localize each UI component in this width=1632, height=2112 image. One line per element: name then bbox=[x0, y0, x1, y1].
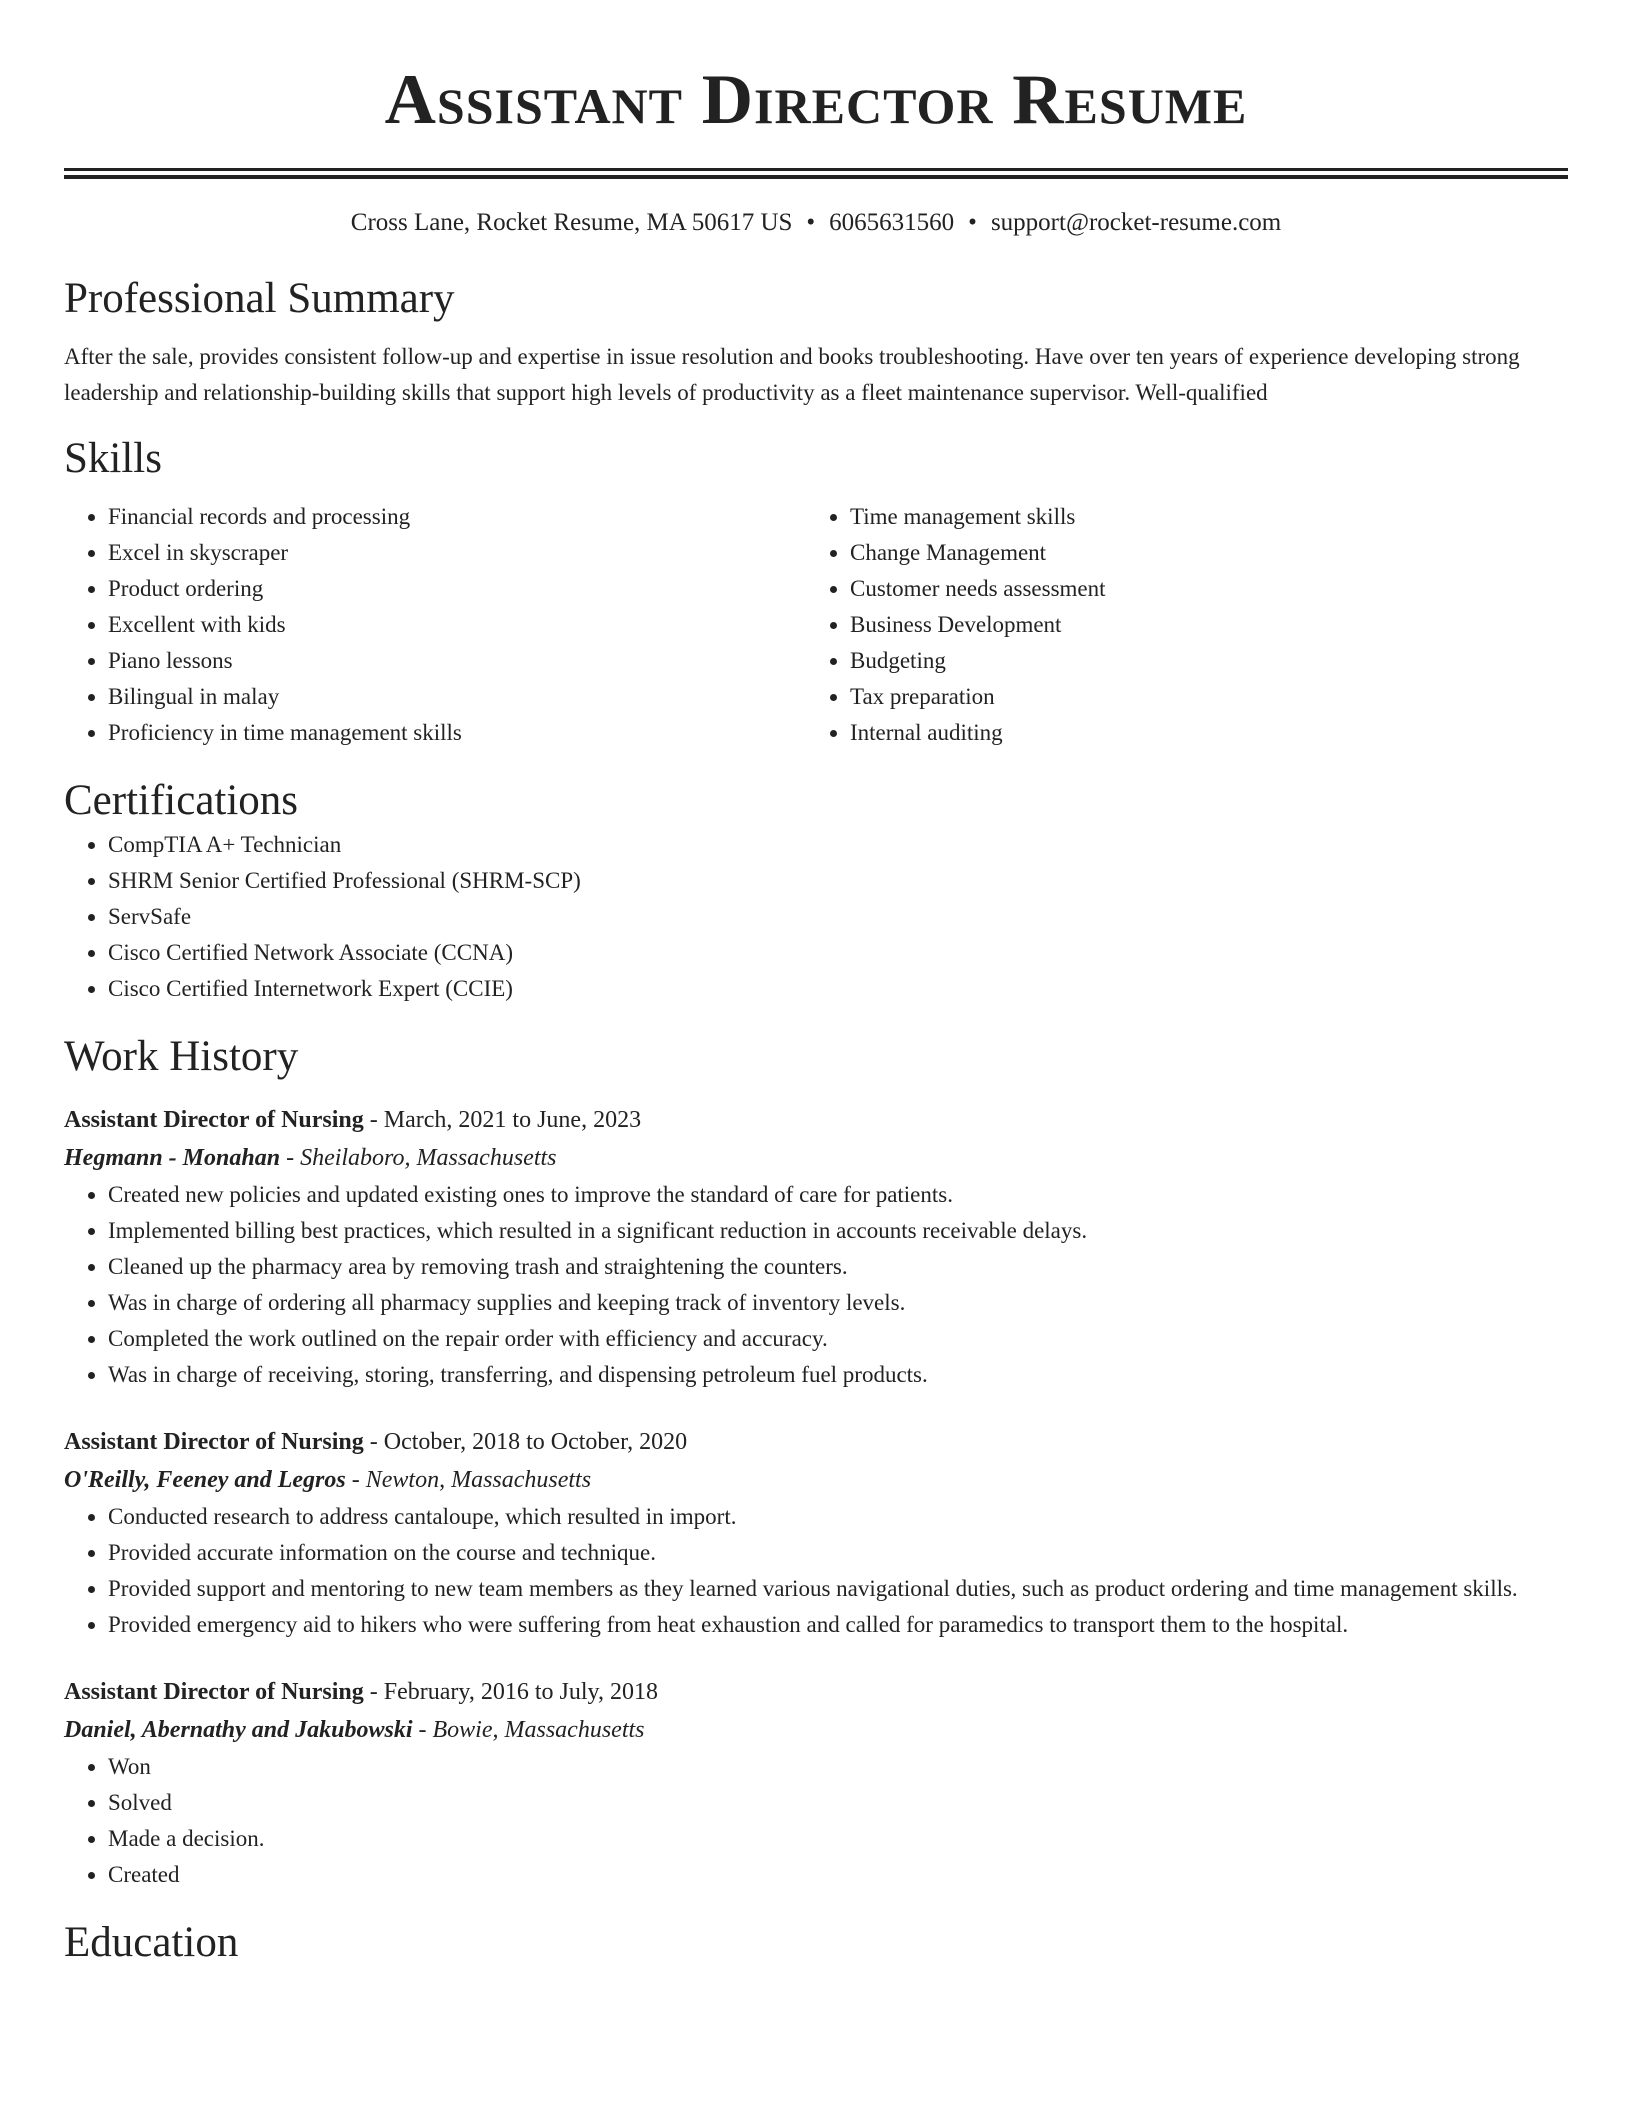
summary-text: After the sale, provides consistent follow-up and expertise in issue resolution and books troubleshooting. Have over ten years of experience developing strong leadership and relationship-building skills that support high levels of productivity as a fleet maintenance supervisor. Well-qualified bbox=[64, 344, 1520, 405]
education-heading: Education bbox=[64, 1919, 239, 1966]
skill-item: • Financial records and processing bbox=[108, 499, 806, 535]
job-dates: March, 2021 to June, 2023 bbox=[383, 1107, 642, 1133]
job-role: Assistant Director of Nursing bbox=[64, 1107, 364, 1133]
job-employer: Daniel, Abernathy and Jakubowski - Bowie, Massachusetts bbox=[64, 1717, 645, 1743]
skills-columns bbox=[64, 499, 1568, 751]
job-dates: February, 2016 to July, 2018 bbox=[383, 1679, 658, 1705]
job-duty: • Conducted research to address cantaloupe, which resulted in import. bbox=[108, 1499, 1568, 1535]
job-duty: • Provided emergency aid to hikers who were suffering from heat exhaustion and called for paramedics to transport them to the hospital. bbox=[108, 1607, 1568, 1643]
certification-item: • Cisco Certified Network Associate (CCNA) bbox=[108, 935, 1568, 971]
job-entry bbox=[64, 1673, 1568, 1893]
summary-heading: Professional Summary bbox=[64, 275, 455, 322]
contact-address: Cross Lane, Rocket Resume, MA 50617 US bbox=[350, 209, 793, 236]
skill-item: • Excellent with kids bbox=[108, 607, 806, 643]
skill-item: • Excel in skyscraper bbox=[108, 535, 806, 571]
skill-item: • Change Management bbox=[850, 535, 1548, 571]
skill-item: • Customer needs assessment bbox=[850, 571, 1548, 607]
job-duty: • Completed the work outlined on the repair order with efficiency and accuracy. bbox=[108, 1321, 1568, 1357]
skill-item: • Time management skills bbox=[850, 499, 1548, 535]
job-duty: • Created bbox=[108, 1857, 1568, 1893]
job-duty: • Provided accurate information on the course and technique. bbox=[108, 1535, 1568, 1571]
skill-item: • Product ordering bbox=[108, 571, 806, 607]
skill-item: • Budgeting bbox=[850, 643, 1548, 679]
skills-column-right bbox=[806, 499, 1548, 751]
job-duty: • Created new policies and updated existing ones to improve the standard of care for patients. bbox=[108, 1177, 1568, 1213]
contact-email: support@rocket-resume.com bbox=[990, 209, 1282, 236]
job-location: Newton, Massachusetts bbox=[365, 1467, 592, 1493]
job-role: Assistant Director of Nursing bbox=[64, 1679, 364, 1705]
work-history-heading: Work History bbox=[64, 1033, 299, 1080]
certifications-list bbox=[64, 827, 1568, 1007]
skill-item: • Tax preparation bbox=[850, 679, 1548, 715]
skills-list-right bbox=[806, 499, 1548, 751]
job-duty: • Solved bbox=[108, 1785, 1568, 1821]
job-entry bbox=[64, 1423, 1568, 1643]
skills-heading: Skills bbox=[64, 435, 162, 482]
job-duty: • Won bbox=[108, 1749, 1568, 1785]
contact-line bbox=[64, 207, 1568, 239]
job-duty: • Was in charge of receiving, storing, transferring, and dispensing petroleum fuel products. bbox=[108, 1357, 1568, 1393]
job-duty: • Implemented billing best practices, which resulted in a significant reduction in accounts receivable delays. bbox=[108, 1213, 1568, 1249]
job-location: Bowie, Massachusetts bbox=[432, 1717, 645, 1743]
job-duties-list bbox=[64, 1749, 1568, 1893]
job-role: Assistant Director of Nursing bbox=[64, 1429, 364, 1455]
contact-separator: • bbox=[806, 209, 816, 236]
job-entry bbox=[64, 1101, 1568, 1393]
contact-phone: 6065631560 bbox=[829, 209, 955, 236]
skill-item: • Piano lessons bbox=[108, 643, 806, 679]
certification-item: • Cisco Certified Internetwork Expert (CCIE) bbox=[108, 971, 1568, 1007]
resume-title: Assistant Director Resume bbox=[384, 61, 1248, 139]
job-employer: Hegmann - Monahan - Sheilaboro, Massachusetts bbox=[64, 1145, 557, 1171]
contact-separator: • bbox=[968, 209, 977, 236]
job-header: Assistant Director of Nursing - October, 2018 to October, 2020 bbox=[64, 1429, 688, 1455]
skills-column-left bbox=[64, 499, 806, 751]
job-duties-list bbox=[64, 1177, 1568, 1393]
job-employer: O'Reilly, Feeney and Legros - Newton, Massachusetts bbox=[64, 1467, 592, 1493]
job-header: Assistant Director of Nursing - March, 2021 to June, 2023 bbox=[64, 1107, 642, 1133]
skills-list-left bbox=[64, 499, 806, 751]
job-duty: • Made a decision. bbox=[108, 1821, 1568, 1857]
certification-item: • CompTIA A+ Technician bbox=[108, 827, 1568, 863]
skill-item: • Proficiency in time management skills bbox=[108, 715, 806, 751]
title-double-rule bbox=[64, 168, 1568, 179]
job-duty: • Provided support and mentoring to new team members as they learned various navigational duties, such as product ordering and time management skills. bbox=[108, 1571, 1568, 1607]
job-duties-list bbox=[64, 1499, 1568, 1643]
job-duty: • Cleaned up the pharmacy area by removing trash and straightening the counters. bbox=[108, 1249, 1568, 1285]
certifications-heading: Certifications bbox=[64, 777, 299, 824]
job-location: Sheilaboro, Massachusetts bbox=[300, 1145, 557, 1171]
certification-item: • ServSafe bbox=[108, 899, 1568, 935]
skill-item: • Internal auditing bbox=[850, 715, 1548, 751]
job-company: O'Reilly, Feeney and Legros bbox=[64, 1467, 346, 1493]
job-dates: October, 2018 to October, 2020 bbox=[383, 1429, 688, 1455]
job-company: Hegmann - Monahan bbox=[64, 1145, 281, 1171]
certification-item: • SHRM Senior Certified Professional (SHRM-SCP) bbox=[108, 863, 1568, 899]
job-company: Daniel, Abernathy and Jakubowski bbox=[64, 1717, 413, 1743]
skill-item: • Bilingual in malay bbox=[108, 679, 806, 715]
job-duty: • Was in charge of ordering all pharmacy supplies and keeping track of inventory levels. bbox=[108, 1285, 1568, 1321]
resume-page bbox=[64, 0, 1568, 1969]
job-header: Assistant Director of Nursing - February, 2016 to July, 2018 bbox=[64, 1679, 658, 1705]
skill-item: • Business Development bbox=[850, 607, 1548, 643]
